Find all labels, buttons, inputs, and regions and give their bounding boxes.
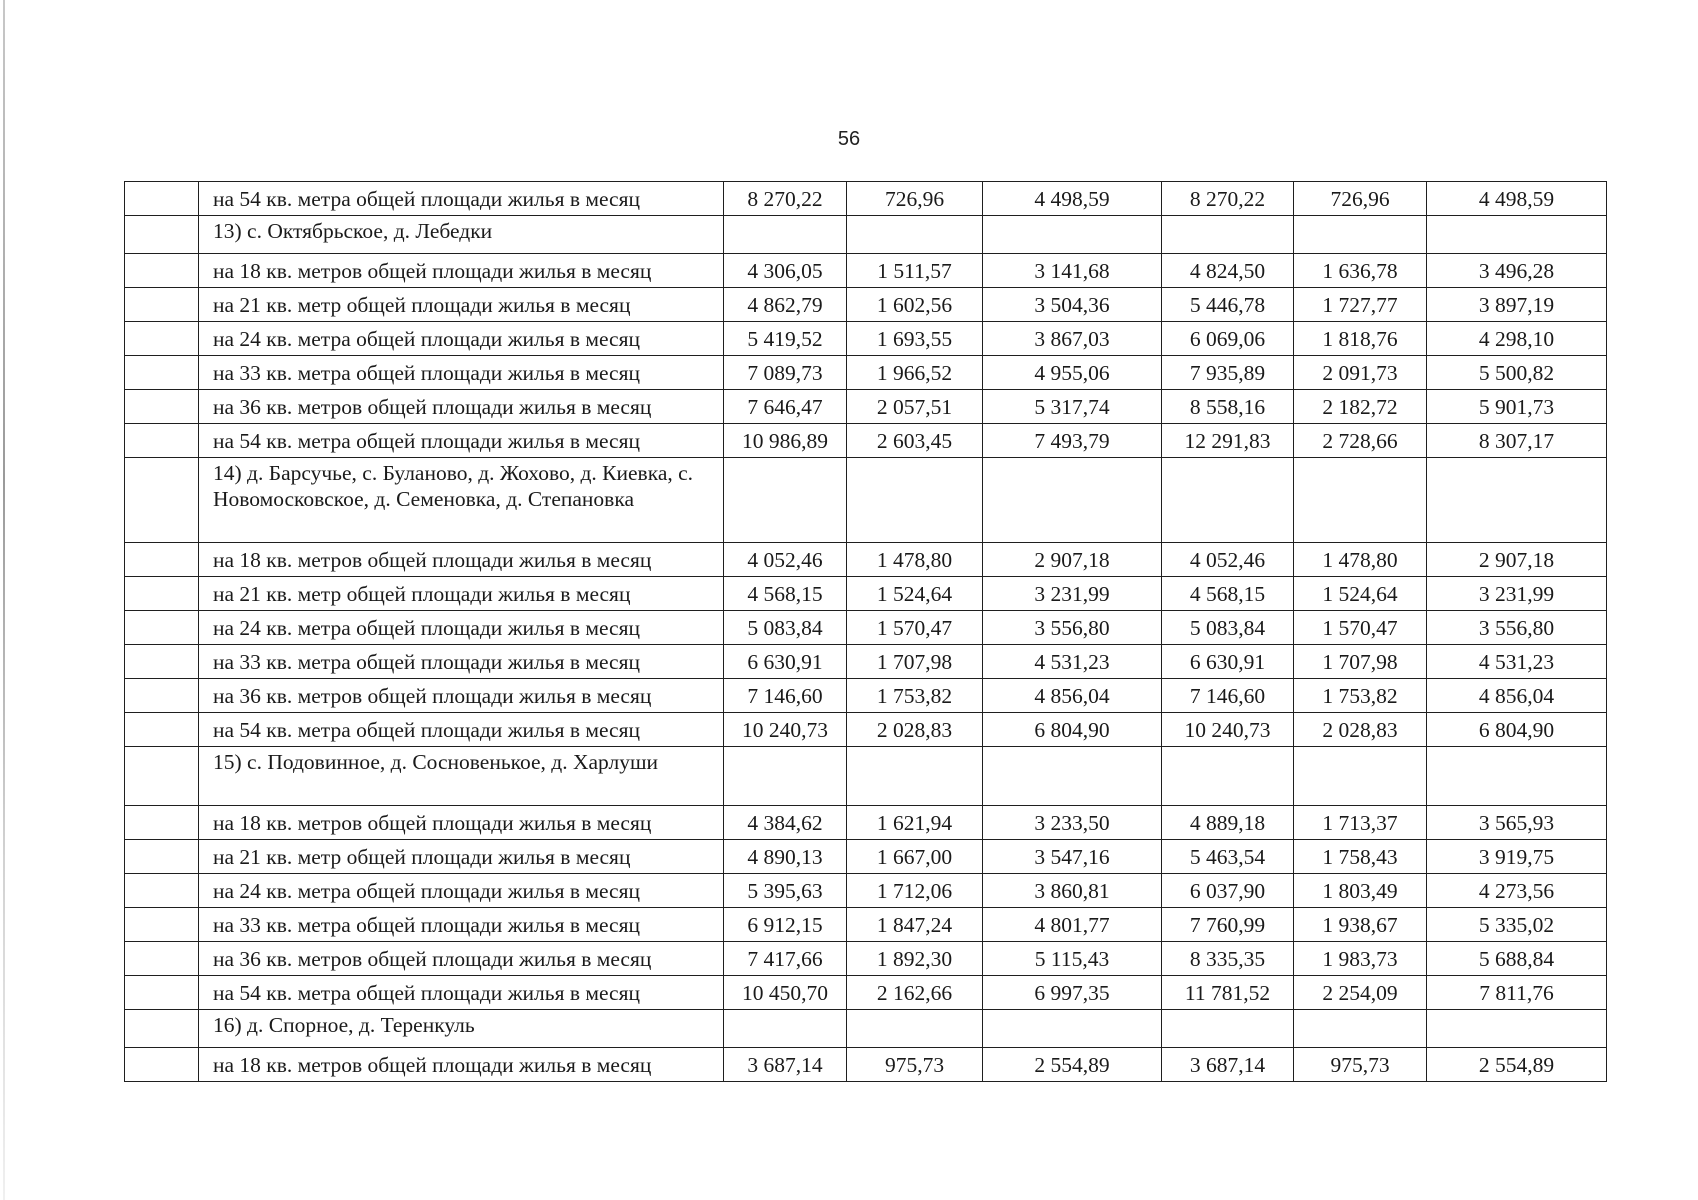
value-cell: 3 556,80 [983,611,1162,645]
number-cell [125,458,199,543]
value-cell: 1 712,06 [847,874,983,908]
value-cell [1162,458,1294,543]
value-cell: 4 498,59 [1427,182,1607,216]
value-cell: 1 478,80 [847,543,983,577]
value-cell: 2 182,72 [1294,390,1427,424]
value-cell: 8 270,22 [724,182,847,216]
value-cell: 7 811,76 [1427,976,1607,1010]
number-cell [125,645,199,679]
value-cell: 10 450,70 [724,976,847,1010]
area-label: на 21 кв. метр общей площади жилья в месяц [199,577,724,611]
table-row [125,356,1607,390]
number-cell [125,577,199,611]
area-label: на 54 кв. метра общей площади жилья в месяц [199,713,724,747]
value-cell: 4 531,23 [983,645,1162,679]
value-cell: 5 901,73 [1427,390,1607,424]
value-cell: 7 146,60 [1162,679,1294,713]
value-cell [724,458,847,543]
table-body [125,182,1607,1082]
value-cell: 1 753,82 [847,679,983,713]
value-cell: 2 162,66 [847,976,983,1010]
section-row [125,1010,1607,1048]
number-cell [125,679,199,713]
number-cell [125,840,199,874]
number-cell [125,356,199,390]
value-cell: 1 803,49 [1294,874,1427,908]
value-cell: 4 568,15 [724,577,847,611]
area-label: на 21 кв. метр общей площади жилья в месяц [199,840,724,874]
value-cell [983,458,1162,543]
value-cell: 4 052,46 [724,543,847,577]
value-cell: 1 938,67 [1294,908,1427,942]
value-cell [1162,1010,1294,1048]
value-cell: 7 146,60 [724,679,847,713]
table-row [125,424,1607,458]
number-cell [125,254,199,288]
section-row [125,458,1607,543]
number-cell [125,216,199,254]
value-cell: 7 760,99 [1162,908,1294,942]
value-cell: 3 687,14 [724,1048,847,1082]
number-cell [125,611,199,645]
value-cell [1162,747,1294,806]
value-cell: 3 860,81 [983,874,1162,908]
value-cell: 6 804,90 [1427,713,1607,747]
value-cell [1294,747,1427,806]
value-cell [724,747,847,806]
number-cell [125,976,199,1010]
settlement-label: 14) д. Барсучье, с. Буланово, д. Жохово, д. Киевка, с. Новомосковское, д. Семеновка, д. Степановка [199,458,724,543]
value-cell: 4 890,13 [724,840,847,874]
value-cell: 7 417,66 [724,942,847,976]
table-row [125,611,1607,645]
value-cell [724,1010,847,1048]
value-cell: 6 069,06 [1162,322,1294,356]
value-cell: 1 753,82 [1294,679,1427,713]
table-row [125,1048,1607,1082]
value-cell: 2 728,66 [1294,424,1427,458]
settlement-label: 13) с. Октябрьское, д. Лебедки [199,216,724,254]
area-label: на 36 кв. метров общей площади жилья в месяц [199,942,724,976]
value-cell: 1 707,98 [847,645,983,679]
value-cell: 1 511,57 [847,254,983,288]
value-cell: 7 646,47 [724,390,847,424]
area-label: на 24 кв. метра общей площади жилья в месяц [199,874,724,908]
value-cell: 3 141,68 [983,254,1162,288]
area-label: на 18 кв. метров общей площади жилья в месяц [199,1048,724,1082]
value-cell: 6 912,15 [724,908,847,942]
value-cell: 5 500,82 [1427,356,1607,390]
value-cell: 10 240,73 [1162,713,1294,747]
value-cell: 8 270,22 [1162,182,1294,216]
value-cell: 5 688,84 [1427,942,1607,976]
number-cell [125,182,199,216]
table-row [125,577,1607,611]
value-cell: 2 057,51 [847,390,983,424]
value-cell: 4 824,50 [1162,254,1294,288]
value-cell: 3 565,93 [1427,806,1607,840]
value-cell: 3 504,36 [983,288,1162,322]
value-cell: 10 240,73 [724,713,847,747]
value-cell: 4 052,46 [1162,543,1294,577]
value-cell: 1 983,73 [1294,942,1427,976]
number-cell [125,424,199,458]
area-label: на 36 кв. метров общей площади жилья в месяц [199,679,724,713]
value-cell: 2 603,45 [847,424,983,458]
value-cell: 2 254,09 [1294,976,1427,1010]
value-cell: 1 602,56 [847,288,983,322]
value-cell: 1 847,24 [847,908,983,942]
value-cell: 1 570,47 [1294,611,1427,645]
value-cell: 4 801,77 [983,908,1162,942]
value-cell: 726,96 [1294,182,1427,216]
area-label: на 18 кв. метров общей площади жилья в месяц [199,254,724,288]
table-row [125,390,1607,424]
area-label: на 18 кв. метров общей площади жилья в месяц [199,543,724,577]
table-row [125,976,1607,1010]
value-cell [847,1010,983,1048]
area-label: на 24 кв. метра общей площади жилья в месяц [199,611,724,645]
area-label: на 24 кв. метра общей площади жилья в месяц [199,322,724,356]
value-cell: 3 556,80 [1427,611,1607,645]
value-cell: 4 856,04 [983,679,1162,713]
value-cell: 726,96 [847,182,983,216]
value-cell [847,458,983,543]
value-cell: 975,73 [847,1048,983,1082]
value-cell [1294,216,1427,254]
value-cell: 5 463,54 [1162,840,1294,874]
table-row [125,874,1607,908]
value-cell: 5 083,84 [1162,611,1294,645]
scan-edge-line [3,0,5,1200]
area-label: на 36 кв. метров общей площади жилья в месяц [199,390,724,424]
table-row [125,806,1607,840]
number-cell [125,942,199,976]
value-cell: 2 028,83 [847,713,983,747]
value-cell: 6 630,91 [724,645,847,679]
value-cell: 1 570,47 [847,611,983,645]
value-cell [983,216,1162,254]
table-row [125,254,1607,288]
value-cell: 7 493,79 [983,424,1162,458]
number-cell [125,806,199,840]
value-cell: 2 028,83 [1294,713,1427,747]
value-cell: 4 298,10 [1427,322,1607,356]
number-cell [125,288,199,322]
value-cell: 1 621,94 [847,806,983,840]
value-cell: 10 986,89 [724,424,847,458]
value-cell: 2 554,89 [1427,1048,1607,1082]
value-cell: 1 667,00 [847,840,983,874]
value-cell: 1 524,64 [847,577,983,611]
number-cell [125,1010,199,1048]
value-cell: 1 892,30 [847,942,983,976]
number-cell [125,747,199,806]
table-row [125,840,1607,874]
number-cell [125,543,199,577]
value-cell [1427,458,1607,543]
area-label: на 54 кв. метра общей площади жилья в месяц [199,182,724,216]
value-cell: 1 727,77 [1294,288,1427,322]
section-row [125,747,1607,806]
value-cell [1427,1010,1607,1048]
number-cell [125,874,199,908]
value-cell: 6 804,90 [983,713,1162,747]
value-cell: 5 083,84 [724,611,847,645]
number-cell [125,1048,199,1082]
value-cell: 3 231,99 [983,577,1162,611]
table-row [125,322,1607,356]
value-cell [1294,458,1427,543]
settlement-label: 16) д. Спорное, д. Теренкуль [199,1010,724,1048]
value-cell: 7 935,89 [1162,356,1294,390]
value-cell [1427,216,1607,254]
value-cell: 1 758,43 [1294,840,1427,874]
value-cell: 1 524,64 [1294,577,1427,611]
value-cell: 11 781,52 [1162,976,1294,1010]
value-cell [1162,216,1294,254]
value-cell: 4 384,62 [724,806,847,840]
value-cell: 975,73 [1294,1048,1427,1082]
value-cell: 4 568,15 [1162,577,1294,611]
value-cell: 8 307,17 [1427,424,1607,458]
value-cell: 2 907,18 [1427,543,1607,577]
value-cell [983,1010,1162,1048]
value-cell [1427,747,1607,806]
number-cell [125,713,199,747]
page-number: 56 [837,128,861,150]
area-label: на 33 кв. метра общей площади жилья в месяц [199,908,724,942]
value-cell: 4 306,05 [724,254,847,288]
value-cell: 4 889,18 [1162,806,1294,840]
area-label: на 18 кв. метров общей площади жилья в месяц [199,806,724,840]
value-cell: 4 531,23 [1427,645,1607,679]
area-label: на 54 кв. метра общей площади жилья в месяц [199,424,724,458]
table-row [125,908,1607,942]
value-cell: 1 966,52 [847,356,983,390]
value-cell: 1 707,98 [1294,645,1427,679]
value-cell: 5 335,02 [1427,908,1607,942]
value-cell: 3 496,28 [1427,254,1607,288]
value-cell: 1 818,76 [1294,322,1427,356]
value-cell: 6 037,90 [1162,874,1294,908]
value-cell [847,216,983,254]
value-cell: 5 395,63 [724,874,847,908]
value-cell: 2 091,73 [1294,356,1427,390]
value-cell: 1 713,37 [1294,806,1427,840]
table-row [125,543,1607,577]
value-cell: 2 907,18 [983,543,1162,577]
value-cell: 6 997,35 [983,976,1162,1010]
table-row [125,645,1607,679]
value-cell: 3 547,16 [983,840,1162,874]
value-cell: 3 687,14 [1162,1048,1294,1082]
value-cell: 4 862,79 [724,288,847,322]
table-row [125,713,1607,747]
value-cell: 1 636,78 [1294,254,1427,288]
value-cell [1294,1010,1427,1048]
value-cell: 4 273,56 [1427,874,1607,908]
table-row [125,942,1607,976]
value-cell [983,747,1162,806]
value-cell: 1 693,55 [847,322,983,356]
value-cell: 4 856,04 [1427,679,1607,713]
section-row [125,216,1607,254]
value-cell: 1 478,80 [1294,543,1427,577]
value-cell: 2 554,89 [983,1048,1162,1082]
area-label: на 54 кв. метра общей площади жилья в месяц [199,976,724,1010]
settlement-label: 15) с. Подовинное, д. Сосновенькое, д. Харлуши [199,747,724,806]
table-row [125,182,1607,216]
area-label: на 33 кв. метра общей площади жилья в месяц [199,645,724,679]
value-cell: 3 919,75 [1427,840,1607,874]
value-cell: 12 291,83 [1162,424,1294,458]
value-cell: 7 089,73 [724,356,847,390]
value-cell: 4 498,59 [983,182,1162,216]
number-cell [125,390,199,424]
value-cell: 5 115,43 [983,942,1162,976]
value-cell: 3 233,50 [983,806,1162,840]
value-cell: 5 446,78 [1162,288,1294,322]
value-cell: 3 867,03 [983,322,1162,356]
number-cell [125,908,199,942]
value-cell: 4 955,06 [983,356,1162,390]
number-cell [125,322,199,356]
area-label: на 21 кв. метр общей площади жилья в месяц [199,288,724,322]
tariff-table [124,181,1607,1082]
value-cell [724,216,847,254]
value-cell: 8 335,35 [1162,942,1294,976]
table-row [125,679,1607,713]
value-cell: 8 558,16 [1162,390,1294,424]
area-label: на 33 кв. метра общей площади жилья в месяц [199,356,724,390]
value-cell: 6 630,91 [1162,645,1294,679]
value-cell: 3 897,19 [1427,288,1607,322]
value-cell: 3 231,99 [1427,577,1607,611]
value-cell: 5 419,52 [724,322,847,356]
value-cell: 5 317,74 [983,390,1162,424]
value-cell [847,747,983,806]
table-row [125,288,1607,322]
